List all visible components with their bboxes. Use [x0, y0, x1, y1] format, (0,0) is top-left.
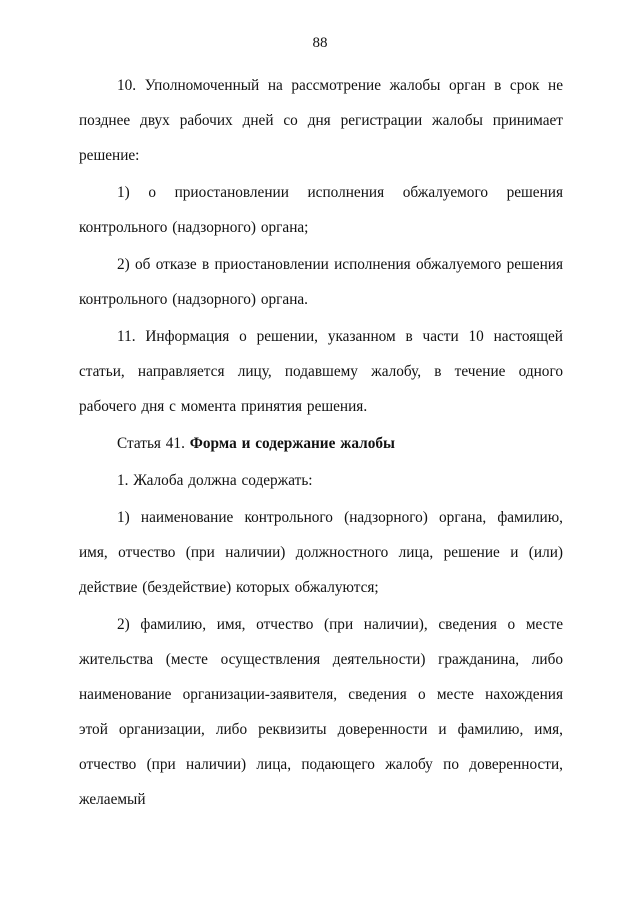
list-item-2-applicant: 2) фамилию, имя, отчество (при наличии), сведения о месте жительства (месте осуществления деятельности) гражданина, либо наименование организации-заявителя, сведения о месте нахождения этой организации, либо реквизиты доверенности и фамилию, имя, отчество (при наличии) лица, подающего жалобу по доверенности, желаемый: [79, 616, 563, 808]
paragraph-1-complaint: 1. Жалоба должна содержать:: [117, 472, 313, 489]
page-number: 88: [312, 35, 328, 51]
article-number: Статья 41.: [117, 435, 190, 452]
list-item-1-authority: 1) наименование контрольного (надзорного) органа, фамилию, имя, отчество (при наличии) должностного лица, решение и (или) действие (бездействие) которых обжалуются;: [79, 509, 563, 596]
document-body: [79, 68, 563, 817]
list-item-1-suspension: 1) о приостановлении исполнения обжалуемого решения контрольного (надзорного) органа;: [79, 184, 563, 236]
list-item-2-refusal: 2) об отказе в приостановлении исполнения обжалуемого решения контрольного (надзорного) органа.: [79, 256, 563, 308]
article-heading: [79, 426, 563, 461]
article-title: Форма и содержание жалобы: [189, 435, 395, 452]
paragraph-11: 11. Информация о решении, указанном в части 10 настоящей статьи, направляется лицу, подавшему жалобу, в течение одного рабочего дня с момента принятия решения.: [79, 328, 563, 415]
paragraph-10: 10. Уполномоченный на рассмотрение жалобы орган в срок не позднее двух рабочих дней со дня регистрации жалобы принимает решение:: [79, 77, 563, 164]
